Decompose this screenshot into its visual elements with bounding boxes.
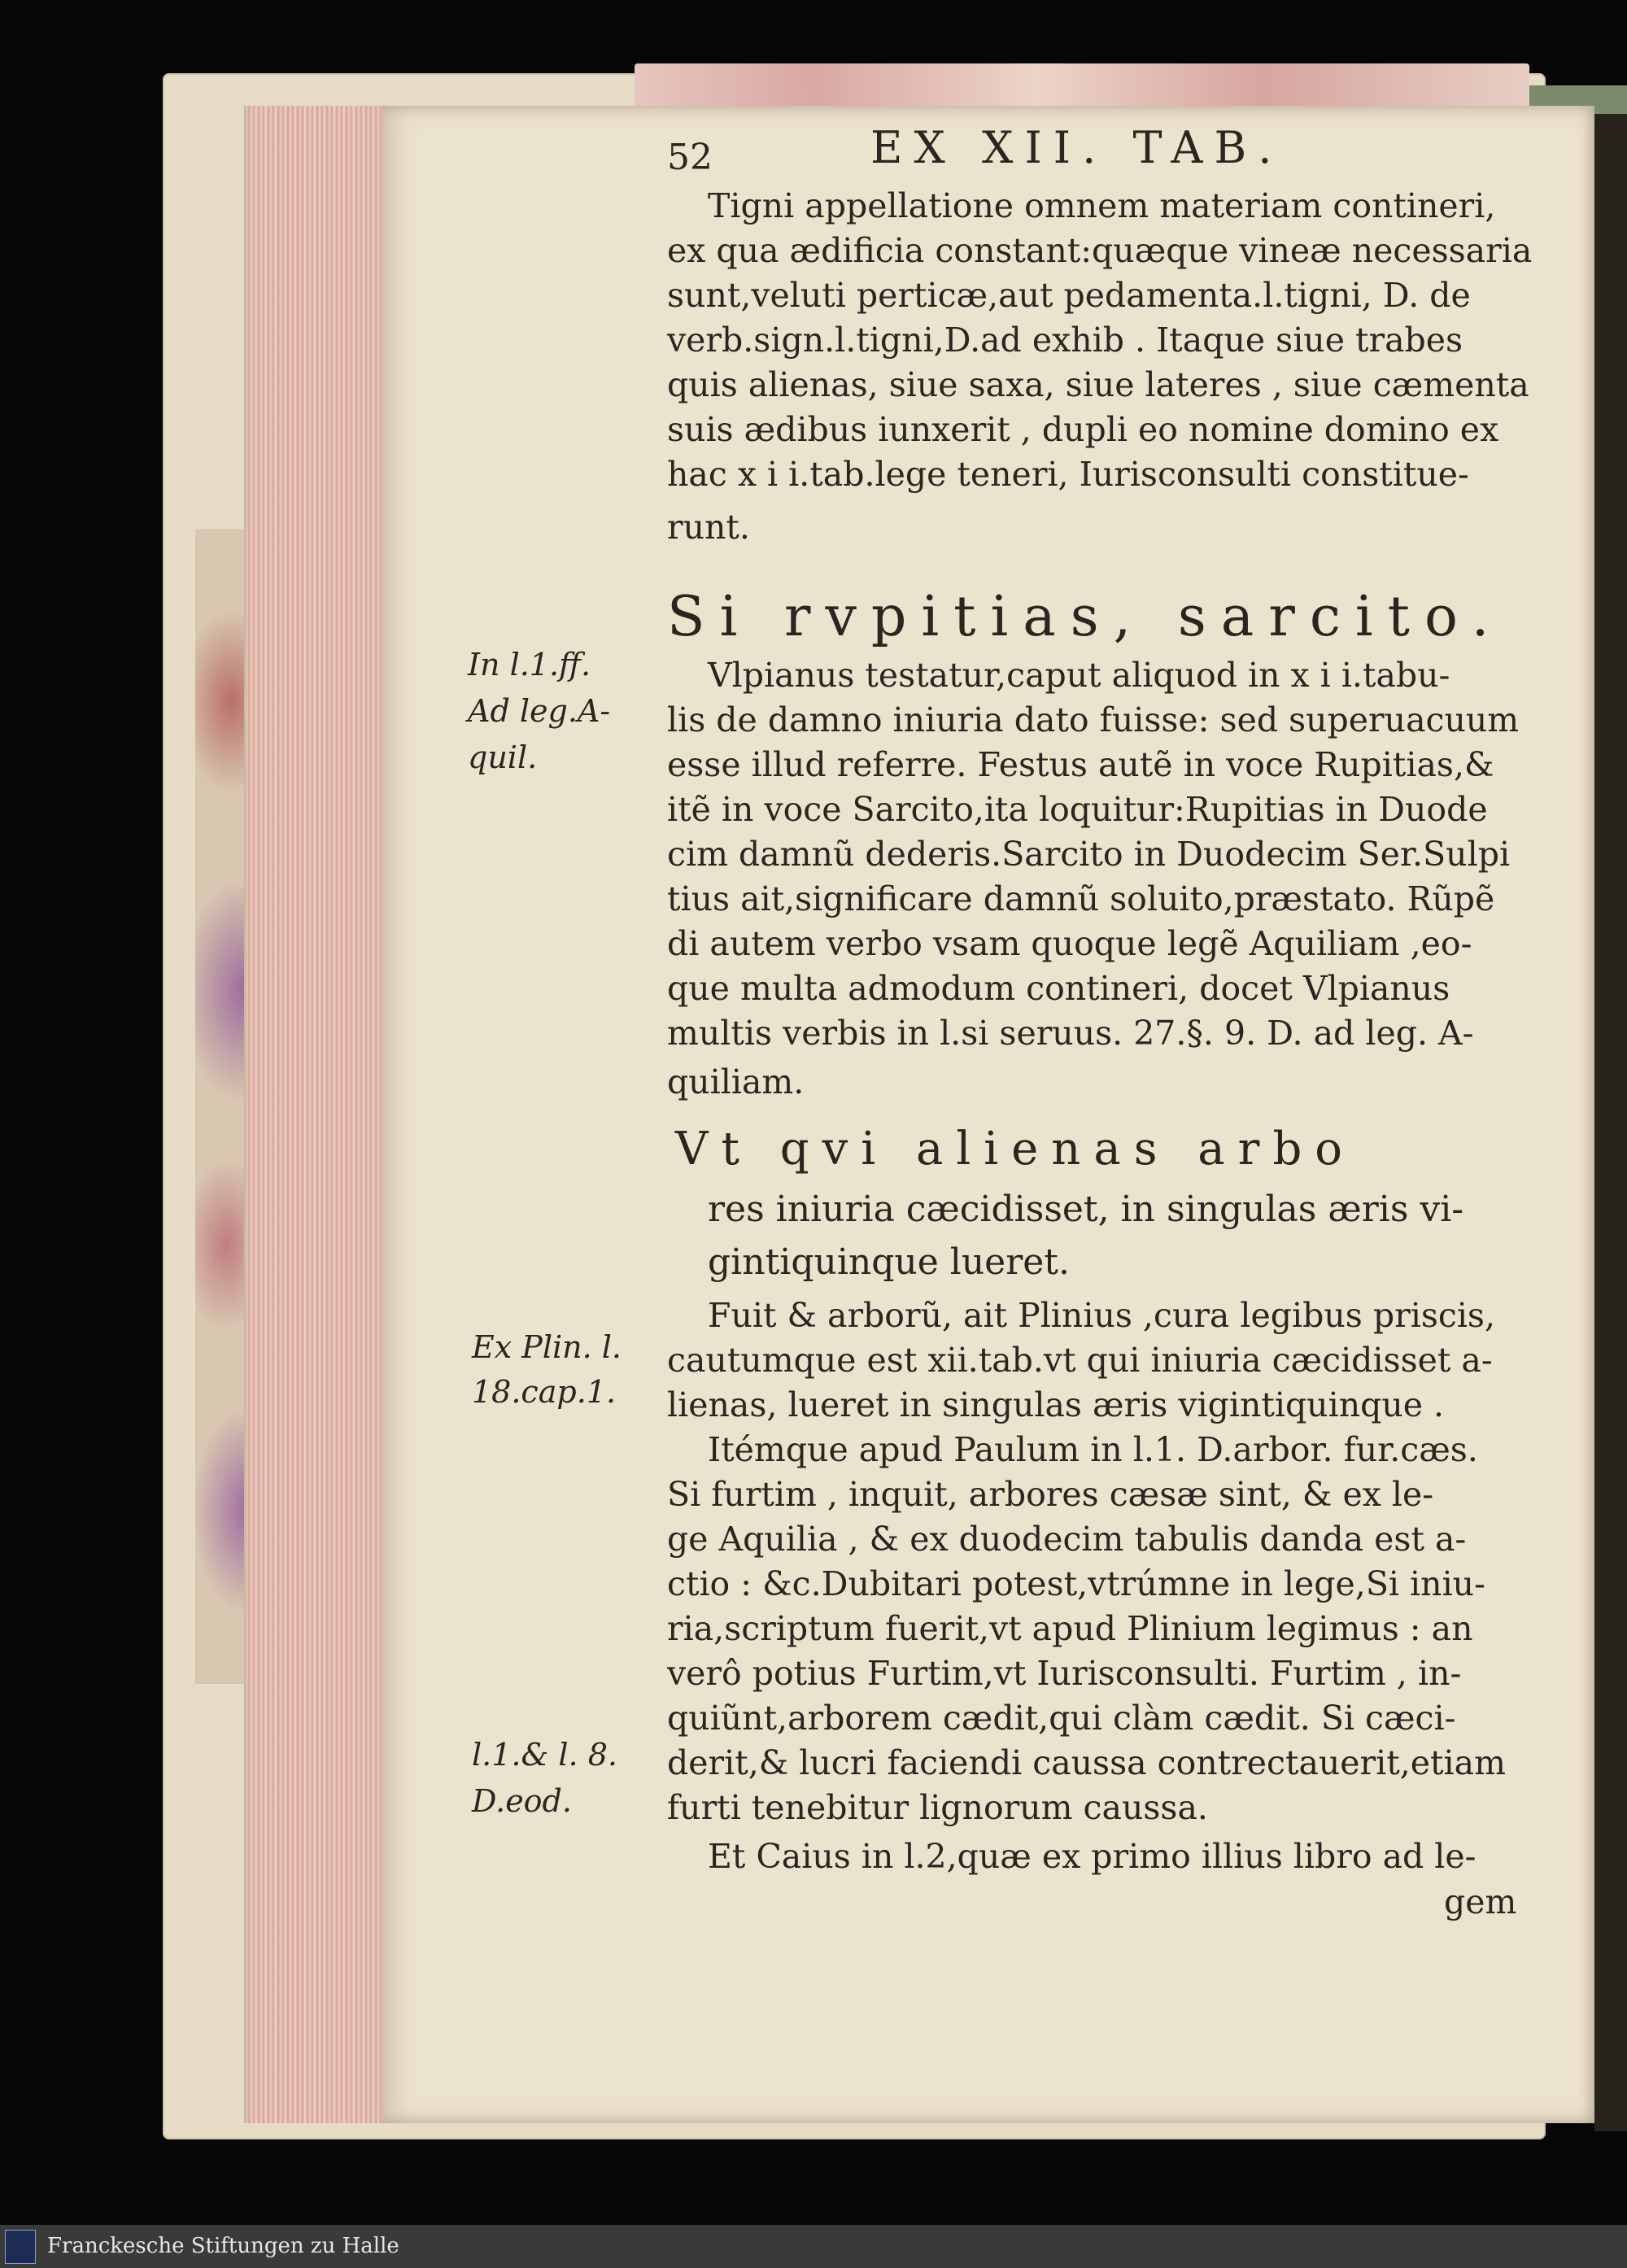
text-line: cautumque est xii.tab.vt qui iniuria cæcidisset a- [667,1341,1493,1380]
text-line: ex qua ædificia constant:quæque vineæ necessaria [667,231,1533,270]
text-line: Et Caius in l.2,quæ ex primo illius libro ad le- [708,1837,1477,1876]
text-line: quis alienas, siue saxa, siue lateres , siue cæmenta [667,365,1529,404]
marginal-line: In l.1.ff. [468,647,591,683]
text-line: derit,& lucri faciendi caussa contrectauerit,etiam [667,1743,1506,1782]
text-line: ria,scriptum fuerit,vt apud Plinium legimus : an [667,1609,1473,1648]
text-line: ctio : &c.Dubitari potest,vtrúmne in lege,Si iniu- [667,1564,1485,1603]
text-line: verb.sign.l.tigni,D.ad exhib . Itaque siue trabes [667,321,1463,360]
institution-name: Franckesche Stiftungen zu Halle [47,2234,399,2258]
text-line: Itémque apud Paulum in l.1. D.arbor. fur.cæs. [708,1430,1478,1469]
text-line: Si furtim , inquit, arbores cæsæ sint, & ex le- [667,1475,1434,1514]
marginal-line: Ex Plin. l. [472,1329,622,1365]
section-heading: Si rvpitias, sarcito. [667,585,1504,649]
marginal-line: Ad leg.A- [468,693,611,729]
text-line: que multa admodum contineri, docet Vlpianus [667,969,1450,1008]
running-head: EX XII. TAB. [870,122,1284,173]
page-number: 52 [667,137,713,178]
section-heading-cont: gintiquinque lueret. [708,1241,1070,1283]
text-line: Vlpianus testatur,caput aliquod in x i i.tabu- [708,656,1450,695]
page-edges [244,106,393,2123]
text-line: sunt,veluti perticæ,aut pedamenta.l.tigni, D. de [667,276,1471,315]
text-line: esse illud referre. Festus autẽ in voce Rupitias,& [667,745,1494,784]
marginal-line: D.eod. [472,1783,572,1819]
marginal-line: quil. [468,739,538,775]
binding-gutter [1594,114,1627,2131]
text-line: runt. [667,508,750,547]
section-heading-cont: res iniuria cæcidisset, in singulas æris vi- [708,1189,1464,1230]
marbled-top-edge [635,63,1529,112]
footer-bar [0,2225,1627,2268]
text-line: multis verbis in l.si seruus. 27.§. 9. D. ad leg. A- [667,1014,1474,1053]
institution-logo-icon [5,2230,36,2264]
text-line: tius ait,significare damnũ soluito,præstato. Rũpẽ [667,879,1495,918]
text-line: itẽ in voce Sarcito,ita loquitur:Rupitias in Duode [667,790,1488,829]
text-line: Fuit & arborũ, ait Plinius ,cura legibus priscis, [708,1296,1496,1335]
text-line: verô potius Furtim,vt Iurisconsulti. Furtim , in- [667,1654,1462,1693]
text-line: hac x i i.tab.lege teneri, Iurisconsulti constitue- [667,455,1469,494]
text-line: lienas, lueret in singulas æris vigintiquinque . [667,1385,1445,1424]
marginal-line: l.1.& l. 8. [472,1737,617,1773]
text-line: lis de damno iniuria dato fuisse: sed superuacuum [667,700,1520,739]
text-line: quiliam. [667,1062,805,1101]
catchword: gem [1444,1882,1517,1921]
text-line: suis ædibus iunxerit , dupli eo nomine domino ex [667,410,1499,449]
section-heading: Vt qvi alienas arbo [675,1123,1355,1175]
text-line: furti tenebitur lignorum caussa. [667,1788,1208,1827]
marginal-line: 18.cap.1. [472,1374,617,1410]
text-line: cim damnũ dederis.Sarcito in Duodecim Ser.Sulpi [667,835,1511,874]
text-line: ge Aquilia , & ex duodecim tabulis danda est a- [667,1520,1467,1559]
text-line: quiũnt,arborem cædit,qui clàm cædit. Si cæci- [667,1699,1456,1738]
text-line: Tigni appellatione omnem materiam contineri, [708,186,1496,225]
text-line: di autem verbo vsam quoque legẽ Aquiliam ,eo- [667,924,1472,963]
